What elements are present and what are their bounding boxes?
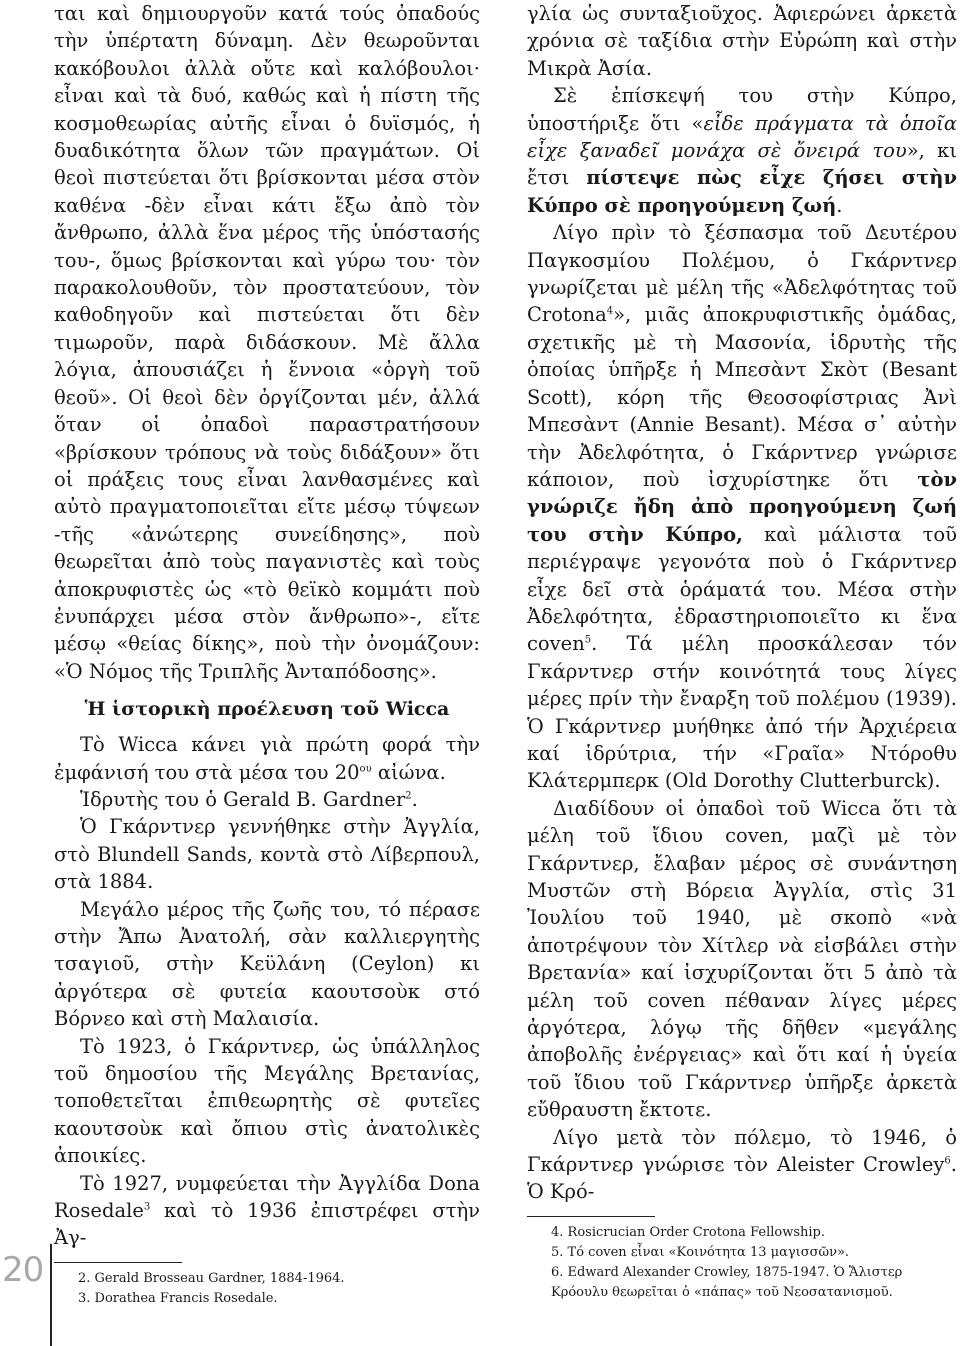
paragraph-crotona: Λίγο πρὶν τὸ ξέσπασμα τοῦ Δευτέρου Παγκοσμίου Πολέμου, ὁ Γκάρντνερ γνωρίζεται μὲ μέλη τῆς «Ἀδελφότητας τοῦ Crotona$^4$», μιᾶς ἀποκρυφιστικῆς ὁμάδας, σχετικῆς μὲ τὴ Μασονία, ἱδρυτὴς τῆς ὁποίας ὑπῆρξε ἡ Μπεσὰντ Σκὸτ (Besant Scott), κόρη τῆς Θεοσοφίστριας Ἀνὶ Μπεσὰντ (Annie Besant). Μέσα σ᾿ αὐτὴν τὴν Ἀδελφότητα, ὁ Γκάρντνερ γνώρισε κάποιον, ποὺ ἰσχυρίστηκε ὅτι τὸν γνώριζε ἤδη ἀπὸ προηγούμενη ζωή του στὴν Κύπρο, καὶ μάλιστα τοῦ περιέγραψε γεγονότα ποὺ ὁ Γκάρντνερ εἶχε δεῖ στὰ ὁράματά του. Μέσα στὴν Ἀδελφότητα, ἐδραστηριοποιεῖτο κι ἕνα coven$^5$. Τά μέλη προσκάλεσαν τόν Γκάρντνερ στήν κοινότητά τους λίγες μέρες πρίν τὴν ἔναρξη τοῦ πολέμου (1939). Ὁ Γκάρντνερ μυήθηκε ἀπό τήν Ἀρχιέρεια καί ἱδρύτρια, τήν «Γραῖα» Ντόροθυ Κλάτερμπερκ (Old Dorothy Clutterburck).	[527, 221, 957, 793]
paragraph-cyprus: Σὲ ἐπίσκεψή του στὴν Κύπρο, ὑποστήριξε ὅτι «εἶδε πράγματα τὰ ὁποῖα εἶχε ξαναδεῖ μονάχα σὲ ὄνειρά του», κι ἔτσι πίστεψε πὼς εἶχε ζήσει στὴν Κύπρο σὲ προηγούμενη ζωή.	[527, 84, 957, 217]
paragraph-1946: Λίγο μετὰ τὸν πόλεμο, τὸ 1946, ὁ Γκάρντνερ γνώρισε τὸν Aleister Crowley$^6$. Ὁ Κρό-	[527, 1125, 957, 1204]
paragraph-1927: Τὸ 1927, νυμφεύεται τὴν Ἀγγλίδα Dona Rosedale$^3$ καὶ τὸ 1936 ἐπιστρέφει στὴν Ἀγ-	[54, 1171, 480, 1250]
left-body	[54, 0, 480, 685]
paragraph-gods: ται καὶ δημιουργοῦν κατά τούς ὀπαδούς τὴν ὑπέρτατη δύναμη. Δὲν θεωροῦνται κακόβουλοι ἀλλὰ οὔτε καὶ καλόβουλοι· εἶναι καὶ τὰ δυό, καθώς καὶ ἡ πίστη τῆς κοσμοθεωρίας αὐτῆς εἶναι ὁ δυϊσμός, ἡ δυαδικότητα ὅλων τῶν πραγμάτων. Οἱ θεοὶ πιστεύεται ὅτι βρίσκονται μέσα στὸν καθένα -δὲν εἶναι κάτι ἔξω ἀπὸ τὸν ἄνθρωπο, ἀλλὰ ἕνα μέρος τῆς ὑπόστασής του-, ὅμως βρίσκονται καὶ γύρω του· τὸν παρακολουθοῦν, τὸν προστατεύουν, τὸν καθοδηγοῦν καὶ πιστεύεται ὅτι δὲν τιμωροῦν, παρὰ διδάσκουν. Μὲ ἄλλα λόγια, ἀπουσιάζει ἡ ἔννοια «ὀργὴ τοῦ θεοῦ». Οἱ θεοὶ δὲν ὀργίζονται μέν, ἀλλά ὅταν οἱ ὀπαδοὶ παραστρατήσουν «βρίσκουν τρόπους νὰ τοὺς διδάξουν» ὅτι οἱ πράξεις τους εἶναι λανθασμένες καὶ αὐτὸ πραγματοποιεῖται εἴτε μέσῳ τύψεων -τῆς «ἀνώτερης συνείδησης», ποὺ θεωρεῖται ἀπὸ τοὺς παγανιστὲς καὶ τοὺς ἀποκρυφιστὲς ὡς «τὸ θεϊκὸ κομμάτι ποὺ ἐνυπάρχει μέσα στὸν ἄνθρωπο»-, εἴτε μέσῳ «θείας δίκης», ποὺ τὴν ὀνομάζουν: «Ὁ Νόμος τῆς Τριπλῆς Ἀνταπόδοσης».	[54, 2, 480, 683]
left-footnotes	[54, 1269, 480, 1309]
footnote-rule	[54, 1262, 182, 1263]
paragraph-continuation: γλία ὡς συνταξιοῦχος. Ἀφιερώνει ἀρκετὰ χρόνια σὲ ταξίδια στὴν Εὐρώπη καὶ στὴν Μικρὰ Ἀσία.	[527, 2, 957, 80]
footnote-ref-2: 2	[405, 790, 412, 802]
left-body-section	[54, 731, 480, 1252]
right-column	[527, 0, 957, 1303]
footnote-6: 6. Edward Alexander Crowley, 1875-1947. Ὁ Ἄλιστερ Κρόουλυ θεωρεῖται ὁ «πάπας» τοῦ Νεοσατανισμοῦ.	[551, 1264, 903, 1300]
footnote-4: 4. Rosicrucian Order Crotona Fellowship.	[551, 1224, 825, 1240]
paragraph-founder: Ἱδρυτὴς του ὁ Gerald B. Gardner$^2$.	[80, 787, 418, 811]
paragraph-born: Ὁ Γκάρντνερ γεννήθηκε στὴν Ἀγγλία, στὸ Blundell Sands, κοντὰ στὸ Λίβερπουλ, στὰ 1884.	[54, 815, 480, 894]
footnote-rule	[527, 1216, 655, 1217]
paragraph-1923: Τὸ 1923, ὁ Γκάρντνερ, ὡς ὑπάλληλος τοῦ δημοσίου τῆς Μεγάλης Βρετανίας, τοποθετεῖται ἐπιθεωρητὴς σὲ φυτεῖες καουτσοὺκ καὶ ὄπιου στὶς ἀνατολικὲς ἀποικίες.	[54, 1034, 480, 1168]
footnote-ref-5: 5	[584, 634, 592, 646]
footnote-ref-4: 4	[606, 305, 614, 317]
paragraph-life: Μεγάλο μέρος τῆς ζωῆς του, τό πέρασε στὴν Ἄπω Ἀνατολή, σὰν καλλιεργητὴς τσαγιοῦ, στὴν Κεϋλάνη (Ceylon) κι ἀργότερα σὲ φυτεία καουτσοὺκ στό Βόρνεο καὶ στὴ Μαλαισία.	[54, 897, 480, 1031]
page-number-bar	[50, 1244, 52, 1346]
footnote-3: 3. Dorathea Francis Rosedale.	[78, 1290, 278, 1306]
page-number: 20	[2, 1250, 44, 1290]
section-heading: Ἡ ἱστορικὴ προέλευση τοῦ Wicca	[84, 698, 450, 721]
paragraph-wicca-intro: Τὸ Wicca κάνει γιὰ πρώτη φορά τὴν ἐμφάνισή του στὰ μέσα του $20^{o\upsilon}$ αἰώνα.	[54, 733, 480, 784]
footnote-2: 2. Gerald Brosseau Gardner, 1884-1964.	[78, 1270, 345, 1286]
right-footnotes	[527, 1223, 957, 1303]
paragraph-hitler: Διαδίδουν οἱ ὀπαδοὶ τοῦ Wicca ὅτι τὰ μέλη τοῦ ἴδιου coven, μαζὶ μὲ τὸν Γκάρντνερ, ἔλαβαν μέρος σὲ συνάντηση Μυστῶν στὴ Βόρεια Ἀγγλία, στὶς 31 Ἰουλίου τοῦ 1940, μὲ σκοπὸ «νὰ ἀποτρέψουν τὸν Χίτλερ νὰ εἰσβάλει στὴν Βρετανία» καί ἰσχυρίζονται ὅτι 5 ἀπὸ τὰ μέλη τοῦ coven πέθαναν λίγες μέρες ἀργότερα, λόγῳ τῆς δῆθεν «μεγάλης ἀποβολῆς ἐνέργειας» καὶ ὅτι καί ἡ ὑγεία τοῦ ἴδιου τοῦ Γκάρντνερ ὑπῆρξε ἀρκετὰ εὔθραυστη ἔκτοτε.	[527, 796, 957, 1122]
right-body	[527, 0, 957, 1206]
left-column	[54, 0, 480, 1309]
footnote-ref-6: 6	[944, 1155, 951, 1167]
footnote-5: 5. Τό coven εἶναι «Κοινότητα 13 μαγισσῶν».	[551, 1244, 850, 1260]
footnote-ref-3: 3	[143, 1201, 151, 1213]
